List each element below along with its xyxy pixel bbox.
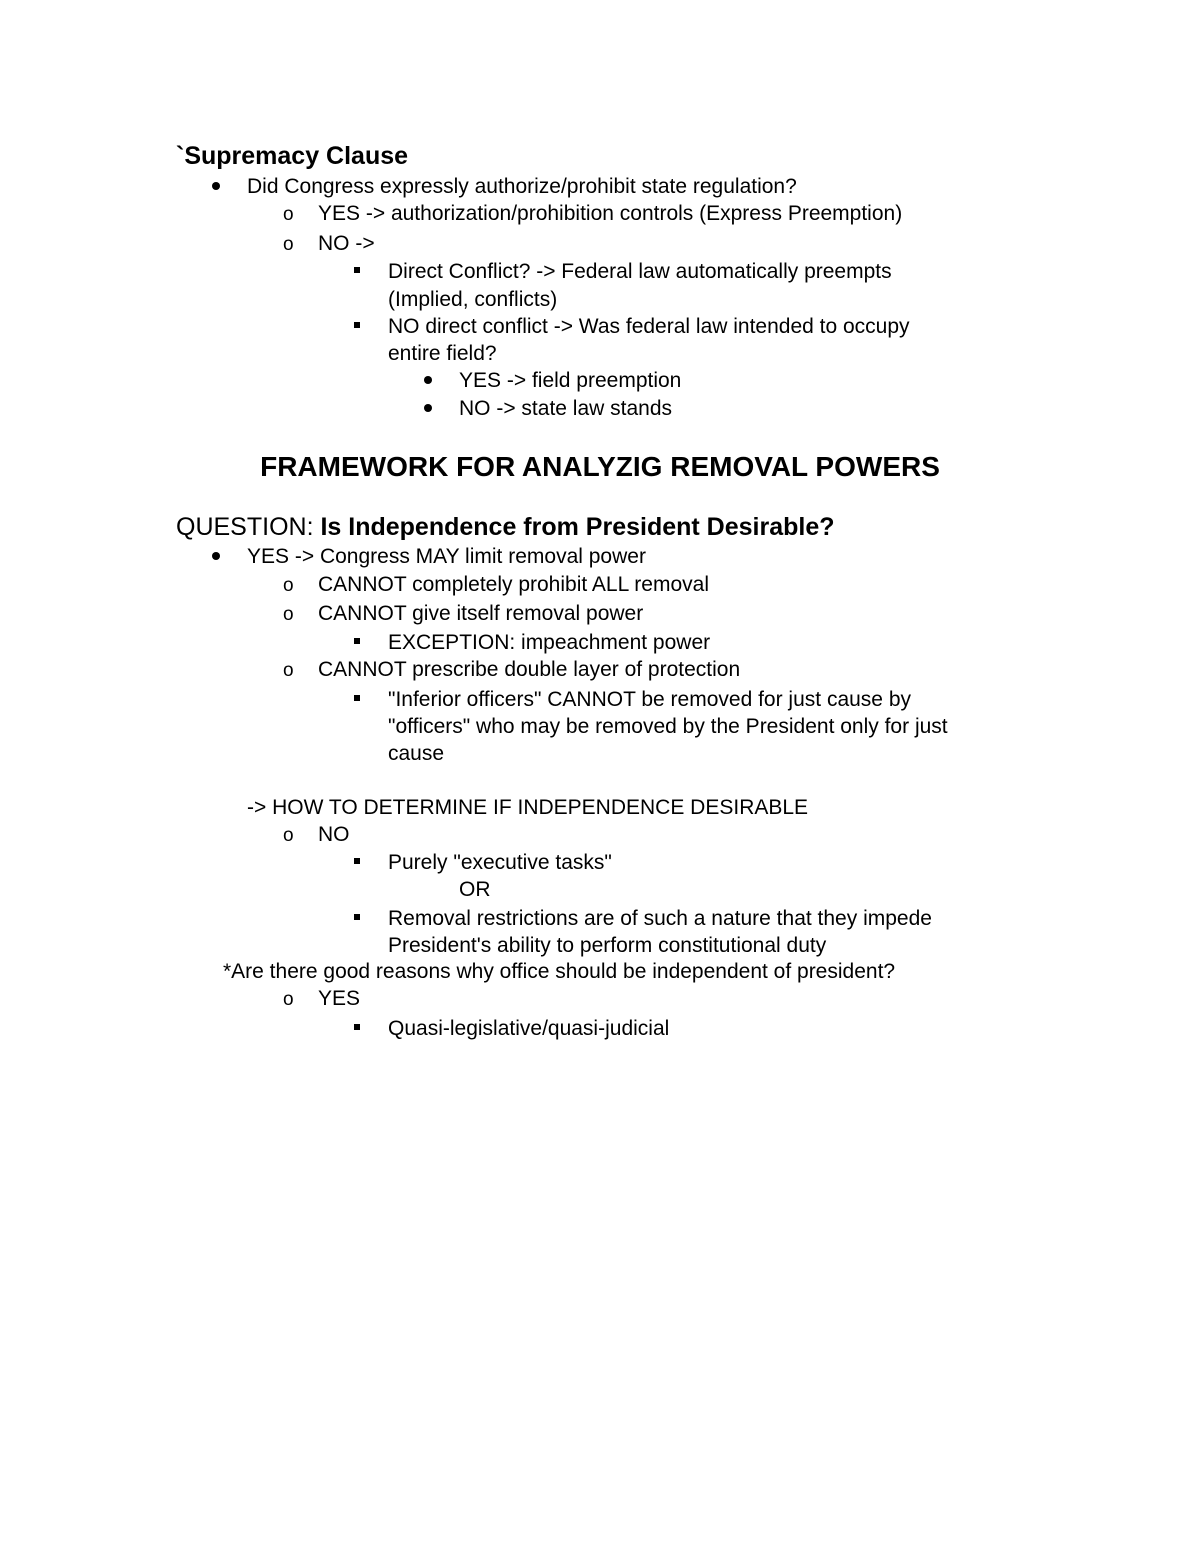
section-title-supremacy: `Supremacy Clause — [176, 142, 409, 170]
list-item: Purely "executive tasks" — [388, 851, 612, 874]
bullet-square-icon — [354, 914, 360, 920]
bullet-square-icon — [354, 267, 360, 273]
question-prefix: QUESTION: — [176, 513, 321, 541]
list-item: Did Congress expressly authorize/prohibit state regulation? — [247, 175, 797, 198]
list-item: YES — [318, 987, 361, 1010]
list-item-continuation: "officers" who may be removed by the President only for just — [388, 715, 948, 738]
list-item: Quasi-legislative/quasi-judicial — [388, 1017, 670, 1040]
list-item-continuation: entire field? — [388, 342, 497, 365]
list-item: CANNOT completely prohibit ALL removal — [318, 573, 709, 596]
bullet-circle-icon: o — [283, 989, 294, 1010]
bullet-disc-icon — [424, 376, 432, 384]
determine-heading: -> HOW TO DETERMINE IF INDEPENDENCE DESIRABLE — [247, 796, 809, 819]
list-item: EXCEPTION: impeachment power — [388, 631, 711, 654]
bullet-square-icon — [354, 1024, 360, 1030]
question-text: Is Independence from President Desirable? — [320, 513, 835, 541]
or-connector: OR — [459, 878, 491, 901]
list-item-continuation: cause — [388, 742, 445, 765]
list-item: CANNOT give itself removal power — [318, 602, 644, 625]
bullet-square-icon — [354, 858, 360, 864]
reasons-question: *Are there good reasons why office should be independent of president? — [223, 960, 896, 983]
bullet-disc-icon — [212, 552, 220, 560]
list-item: Removal restrictions are of such a nature that they impede — [388, 907, 932, 930]
bullet-circle-icon: o — [283, 204, 294, 225]
bullet-circle-icon: o — [283, 825, 294, 846]
list-item: NO — [318, 823, 350, 846]
bullet-circle-icon: o — [283, 660, 294, 681]
list-item: YES -> authorization/prohibition controls (Express Preemption) — [318, 202, 903, 225]
list-item: YES -> field preemption — [459, 369, 682, 392]
list-item: "Inferior officers" CANNOT be removed for just cause by — [388, 688, 912, 711]
bullet-circle-icon: o — [283, 604, 294, 625]
question-heading — [176, 514, 835, 541]
bullet-square-icon — [354, 322, 360, 328]
list-item: NO -> state law stands — [459, 397, 673, 420]
list-item-continuation: (Implied, conflicts) — [388, 288, 558, 311]
bullet-circle-icon: o — [283, 234, 294, 255]
list-item: YES -> Congress MAY limit removal power — [247, 545, 646, 568]
framework-title: FRAMEWORK FOR ANALYZIG REMOVAL POWERS — [260, 451, 940, 482]
list-item: NO -> — [318, 232, 375, 255]
list-item: Direct Conflict? -> Federal law automatically preempts — [388, 260, 892, 283]
bullet-disc-icon — [424, 404, 432, 412]
list-item: CANNOT prescribe double layer of protection — [318, 658, 741, 681]
list-item: NO direct conflict -> Was federal law intended to occupy — [388, 315, 910, 338]
list-item-continuation: President's ability to perform constitutional duty — [388, 934, 827, 957]
bullet-square-icon — [354, 638, 360, 644]
bullet-circle-icon: o — [283, 575, 294, 596]
bullet-disc-icon — [212, 182, 220, 190]
bullet-square-icon — [354, 695, 360, 701]
